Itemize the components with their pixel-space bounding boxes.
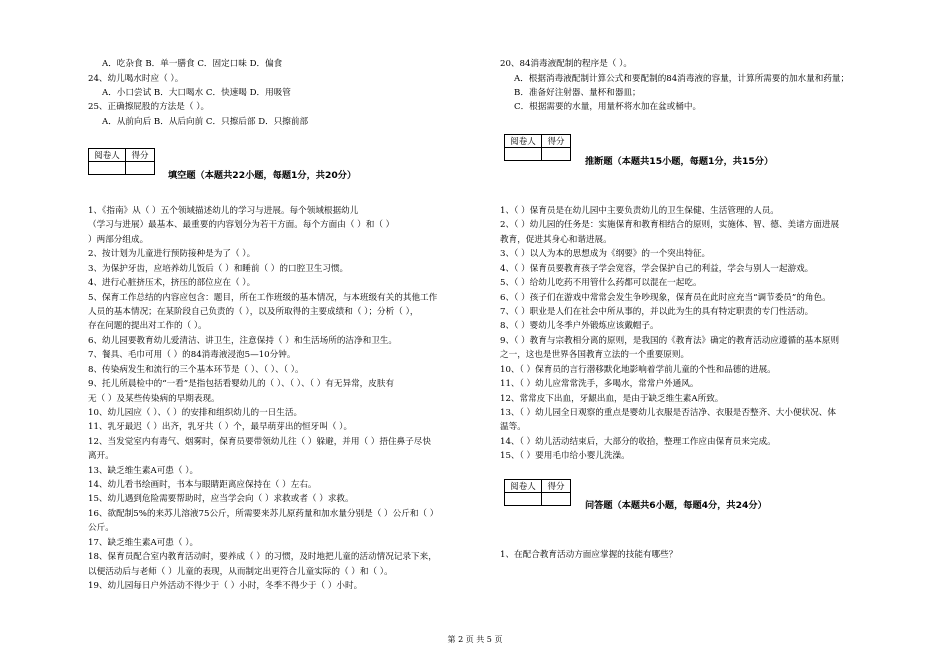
fill-in-line: 离开。 xyxy=(88,451,114,462)
score-label: 得分 xyxy=(542,135,571,148)
question-line: 25、正确擦屁股的方法是（ ）。 xyxy=(88,102,210,112)
fill-in-line: 无（ ）及某些传染病的早期表现。 xyxy=(88,393,220,404)
fill-in-line: 2、按计划为儿童进行预防接种是为了（ ）。 xyxy=(88,249,256,260)
fill-in-line: 19、幼儿园每日户外活动不得少于（ ）小时，冬季不得少于（ ）小时。 xyxy=(88,580,363,591)
question-line: 24、幼儿喝水时应（ ）。 xyxy=(88,74,184,84)
grader-label: 阅卷人 xyxy=(505,135,542,148)
score-label: 得分 xyxy=(542,480,571,493)
fill-in-line: 13、缺乏维生素A可患（ ）。 xyxy=(88,465,199,476)
fill-in-line: 1、《指南》从（ ）五个领域描述幼儿的学习与进展。每个领域根据幼儿 xyxy=(88,206,359,216)
score-box xyxy=(88,148,155,175)
fill-in-line: 18、保育员配合室内教育活动时，要养成（ ）的习惯，及时地把儿童的活动情况记录下来， xyxy=(88,552,437,563)
judge-line: 教育，促进其身心和谐进展。 xyxy=(500,234,612,245)
fill-in-line: 12、当发觉室内有毒气、烟雾时，保育员要带领幼儿往（ ）躲避，并用（ ）捂住鼻子尽快 xyxy=(88,436,431,447)
judge-line: 之一，这也是世界各国教育立法的一个重要原则。 xyxy=(500,350,690,361)
fill-in-line: 7、餐具、毛巾可用（ ）的84消毒液浸泡5—10分钟。 xyxy=(88,350,296,361)
judge-line: 7、（ ）职业是人们在社会中所从事的，并以此为生的具有特定职责的专门性活动。 xyxy=(500,306,814,317)
fill-in-line: 8、传染病发生和流行的三个基本环节是（ ）、（ ）、（ ）。 xyxy=(88,364,304,375)
fill-in-line: 6、幼儿园要教育幼儿爱清洁、讲卫生，注意保持（ ）和生活场所的洁净和卫生。 xyxy=(88,335,397,346)
score-cell xyxy=(542,148,571,161)
fill-in-line: 3、为保护牙齿，应培养幼儿饭后（ ）和睡前（ ）的口腔卫生习惯。 xyxy=(88,263,349,274)
score-cell xyxy=(542,493,571,506)
qa-question-1: 1、在配合教育活动方面应掌握的技能有哪些？ xyxy=(500,550,678,560)
grader-cell xyxy=(505,148,542,161)
score-cell xyxy=(126,162,155,175)
judge-line: 温等。 xyxy=(500,422,526,433)
judge-line: 3、（ ）以人为本的思想成为《纲要》的一个突出特征。 xyxy=(500,249,711,260)
score-label: 得分 xyxy=(126,149,155,162)
fill-in-line: （学习与进展）最基本、最重要的内容划分为若干方面。每个方面由（ ）和（ ） xyxy=(88,220,395,231)
judge-line: 8、（ ）婴幼儿冬季户外锻炼应该戴帽子。 xyxy=(500,321,659,332)
fill-in-line: 人员的基本情况；在某阶段自己负责的（ ），以及所取得的主要成绩和（ ）；分析（ ）， xyxy=(88,306,419,317)
judge-line: 13、（ ）幼儿园全日观察的重点是婴幼儿衣服是否洁净、衣服是否整齐、大小便状况、体 xyxy=(500,407,836,418)
grader-cell xyxy=(505,493,542,506)
judge-line: 11、（ ）幼儿应常常洗手，多喝水，常常户外通风。 xyxy=(500,379,699,389)
fill-in-line: 17、缺乏维生素A可患（ ）。 xyxy=(88,537,199,548)
fill-in-line: 10、幼儿园应（ ）、（ ）的安排和组织幼儿的一日生活。 xyxy=(88,407,303,418)
fill-in-line: 4、进行心脏挤压术，挤压的部位应在（ ）。 xyxy=(88,278,256,289)
section-title-qa: 问答题（本题共6小题，每题4分，共24分） xyxy=(585,500,767,511)
score-box xyxy=(504,479,571,506)
fill-in-line: ）两部分组成。 xyxy=(88,234,149,245)
judge-line: 4、（ ）保育员要教育孩子学会宽容，学会保护自己的利益，学会与别人一起游戏。 xyxy=(500,263,814,274)
fill-in-line: 以便活动后与老师（ ）儿童的表现，从而制定出更符合儿童实际的（ ）和（ ）。 xyxy=(88,566,393,577)
grader-cell xyxy=(89,162,126,175)
fill-in-line: 14、幼儿看书绘画时，书本与眼睛距离应保持在（ ）左右。 xyxy=(88,480,317,490)
fill-in-line: 9、托儿所晨检中的“一看”是指包括看婴幼儿的（ ）、（ ）、（ ）有无异常，皮肤有 xyxy=(88,379,395,389)
grader-label: 阅卷人 xyxy=(505,480,542,493)
judge-line: 14、（ ）幼儿活动结束后，大部分的收拾，整理工作应由保育员来完成。 xyxy=(500,436,776,447)
judge-line: 1、（ ）保育员是在幼儿园中主要负责幼儿的卫生保健、生活管理的人员。 xyxy=(500,206,779,216)
judge-line: 10、（ ）保育员的言行潜移默化地影响着学前儿童的个性和品德的进展。 xyxy=(500,364,776,375)
judge-line: 12、常常皮下出血，牙龈出血，是由于缺乏维生素A所致。 xyxy=(500,393,724,404)
section-title-judge: 推断题（本题共15小题，每题1分，共15分） xyxy=(585,156,774,167)
option-line: A．从前向后 B．从后向前 C．只擦后部 D．只擦前部 xyxy=(102,117,309,127)
judge-line: 5、（ ）给幼儿吃药不用管什么药都可以混在一起吃。 xyxy=(500,278,702,289)
question-line: 20、84消毒液配制的程序是（ ）。 xyxy=(500,59,633,69)
option-line: A．小口尝试 B．大口喝水 C．快速喝 D．用吸管 xyxy=(102,88,291,98)
option-line: A．根据消毒液配制计算公式和要配制的84消毒液的容量，计算所需要的加水量和药量； xyxy=(514,74,850,84)
section-title-fill: 填空题（本题共22小题，每题1分，共20分） xyxy=(168,170,357,181)
judge-line: 6、（ ）孩子们在游戏中常常会发生争吵现象，保育员在此时应充当“调节委员”的角色。 xyxy=(500,292,831,303)
judge-line: 2、（ ）幼儿园的任务是：实施保育和教育相结合的原则，实施体、智、德、美诸方面进展 xyxy=(500,220,840,231)
judge-line: 9、（ ）教育与宗教相分离的原则，是我国的《教育法》确定的教育活动应遵循的基本原则 xyxy=(500,335,840,346)
fill-in-line: 15、幼儿遇到危险需要帮助时，应当学会向（ ）求救或者（ ）求救。 xyxy=(88,494,354,505)
fill-in-line: 16、欲配制5%的来苏儿溶液75公斤，所需要来苏儿原药量和加水量分别是（ ）公斤和（ ） xyxy=(88,508,439,519)
option-line: B．准备好注射器、量杯和器皿； xyxy=(514,88,641,98)
fill-in-line: 存在问题的提出对工作的（ ）。 xyxy=(88,321,207,332)
option-line: A．吃杂食 B．单一膳食 C．固定口味 D．偏食 xyxy=(102,59,283,69)
judge-line: 15、（ ）要用毛巾给小婴儿洗澡。 xyxy=(500,451,630,462)
fill-in-line: 11、乳牙最迟（ ）出齐，乳牙共（ ）个，最早萌芽出的恒牙叫（ ）。 xyxy=(88,422,353,433)
fill-in-line: 5、保育工作总结的内容应包含：题目，所在工作班级的基本情况，与本班级有关的其他工作 xyxy=(88,292,438,303)
option-line: C．根据需要的水量，用量杯将水加在盆或桶中。 xyxy=(514,102,702,112)
fill-in-line: 公斤。 xyxy=(88,523,114,534)
score-box xyxy=(504,134,571,161)
page-footer: 第 2 页 共 5 页 xyxy=(447,635,503,644)
grader-label: 阅卷人 xyxy=(89,149,126,162)
